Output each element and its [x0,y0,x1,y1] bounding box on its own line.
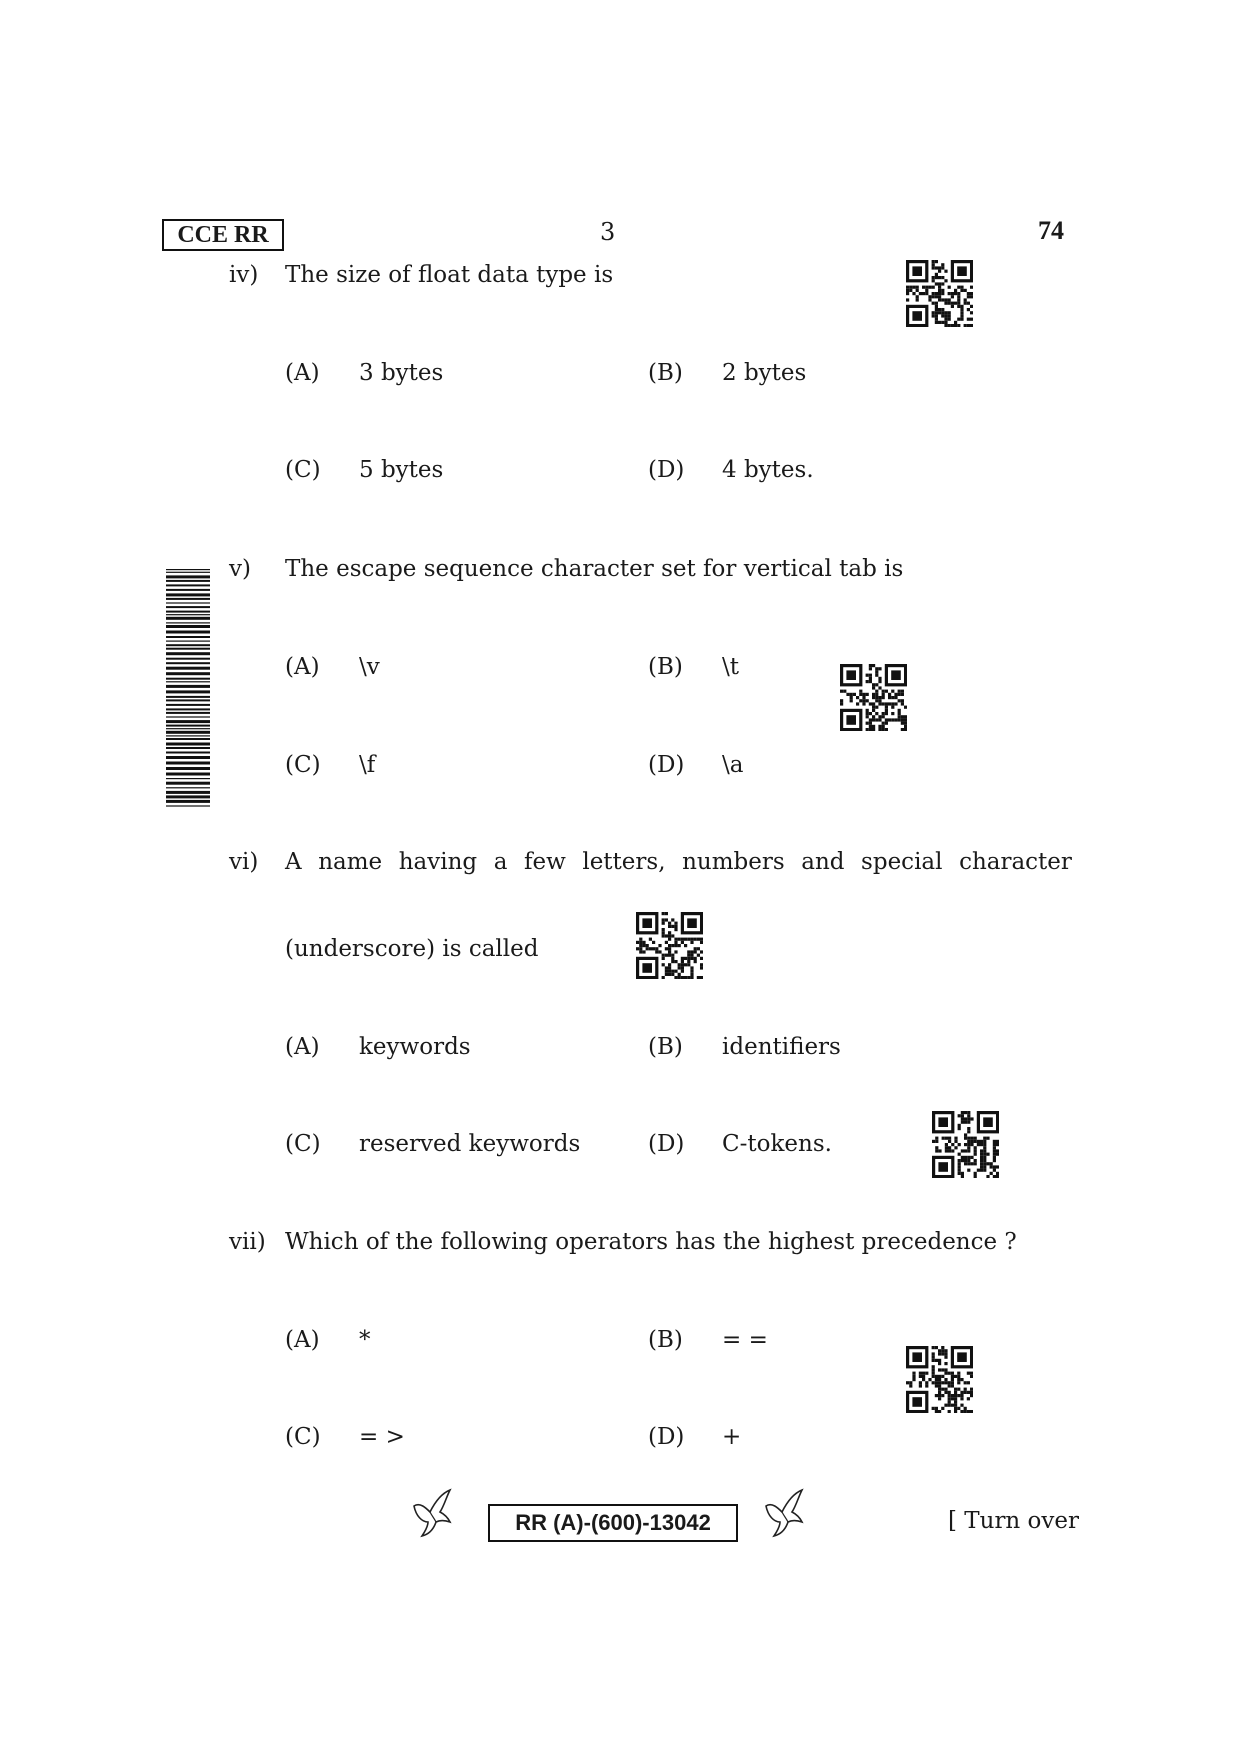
footer-code-box [488,1504,738,1542]
page-number: 3 [600,218,616,246]
option-text: = > [359,1424,405,1450]
option-text: * [359,1327,371,1353]
option-label: (A) [285,360,320,386]
qr-code-icon [636,912,703,979]
option-label: (C) [285,457,321,483]
series-code-box [162,219,284,251]
question-word: having [398,849,478,875]
question-number: v) [229,556,251,582]
question-word: letters, [582,849,666,875]
series-code: CCE RR [177,221,269,248]
option-label: (A) [285,1034,320,1060]
question-number: vii) [229,1229,266,1255]
question-text: The escape sequence character set for vertical tab is [285,556,904,582]
question-word: character [959,849,1072,875]
option-text: keywords [359,1034,471,1060]
turn-over-note: [ Turn over [948,1508,1080,1534]
question-text: The size of float data type is [285,262,614,288]
question-number: vi) [229,849,259,875]
question-word: few [523,849,566,875]
question-word: A [285,849,302,875]
option-text: reserved keywords [359,1131,581,1157]
option-text: 5 bytes [359,457,444,483]
qr-code-icon [906,1346,973,1413]
option-text: identifiers [722,1034,841,1060]
option-label: (A) [285,654,320,680]
question-word: a [493,849,508,875]
option-text: = = [722,1327,768,1353]
question-word: name [318,849,383,875]
qr-code-icon [840,664,907,731]
option-label: (C) [285,1131,321,1157]
option-text: \v [359,654,380,680]
option-label: (B) [648,1327,683,1353]
dove-icon [410,1488,456,1538]
option-text: 3 bytes [359,360,444,386]
question-number: iv) [229,262,259,288]
option-text: C-tokens. [722,1131,832,1157]
question-word: special [861,849,943,875]
option-text: + [722,1424,742,1450]
question-word: and [801,849,845,875]
question-text: Which of the following operators has the highest precedence ? [285,1229,1017,1255]
option-label: (B) [648,1034,683,1060]
qr-code-icon [906,260,973,327]
dove-icon [762,1488,808,1538]
option-label: (A) [285,1327,320,1353]
option-label: (C) [285,752,321,778]
option-text: \t [722,654,739,680]
option-text: 2 bytes [722,360,807,386]
qr-code-icon [932,1111,999,1178]
option-label: (D) [648,1424,685,1450]
option-text: 4 bytes. [722,457,814,483]
option-label: (C) [285,1424,321,1450]
option-label: (D) [648,752,685,778]
paper-code: 74 [1038,216,1064,245]
option-text: \f [359,752,376,778]
option-label: (B) [648,654,683,680]
question-text-line1 [285,849,1072,875]
option-label: (B) [648,360,683,386]
option-text: \a [722,752,744,778]
barcode-icon [166,569,210,813]
option-label: (D) [648,1131,685,1157]
question-text-line2: (underscore) is called [285,936,539,962]
footer-code: RR (A)-(600)-13042 [515,1510,711,1535]
question-word: numbers [682,849,785,875]
option-label: (D) [648,457,685,483]
